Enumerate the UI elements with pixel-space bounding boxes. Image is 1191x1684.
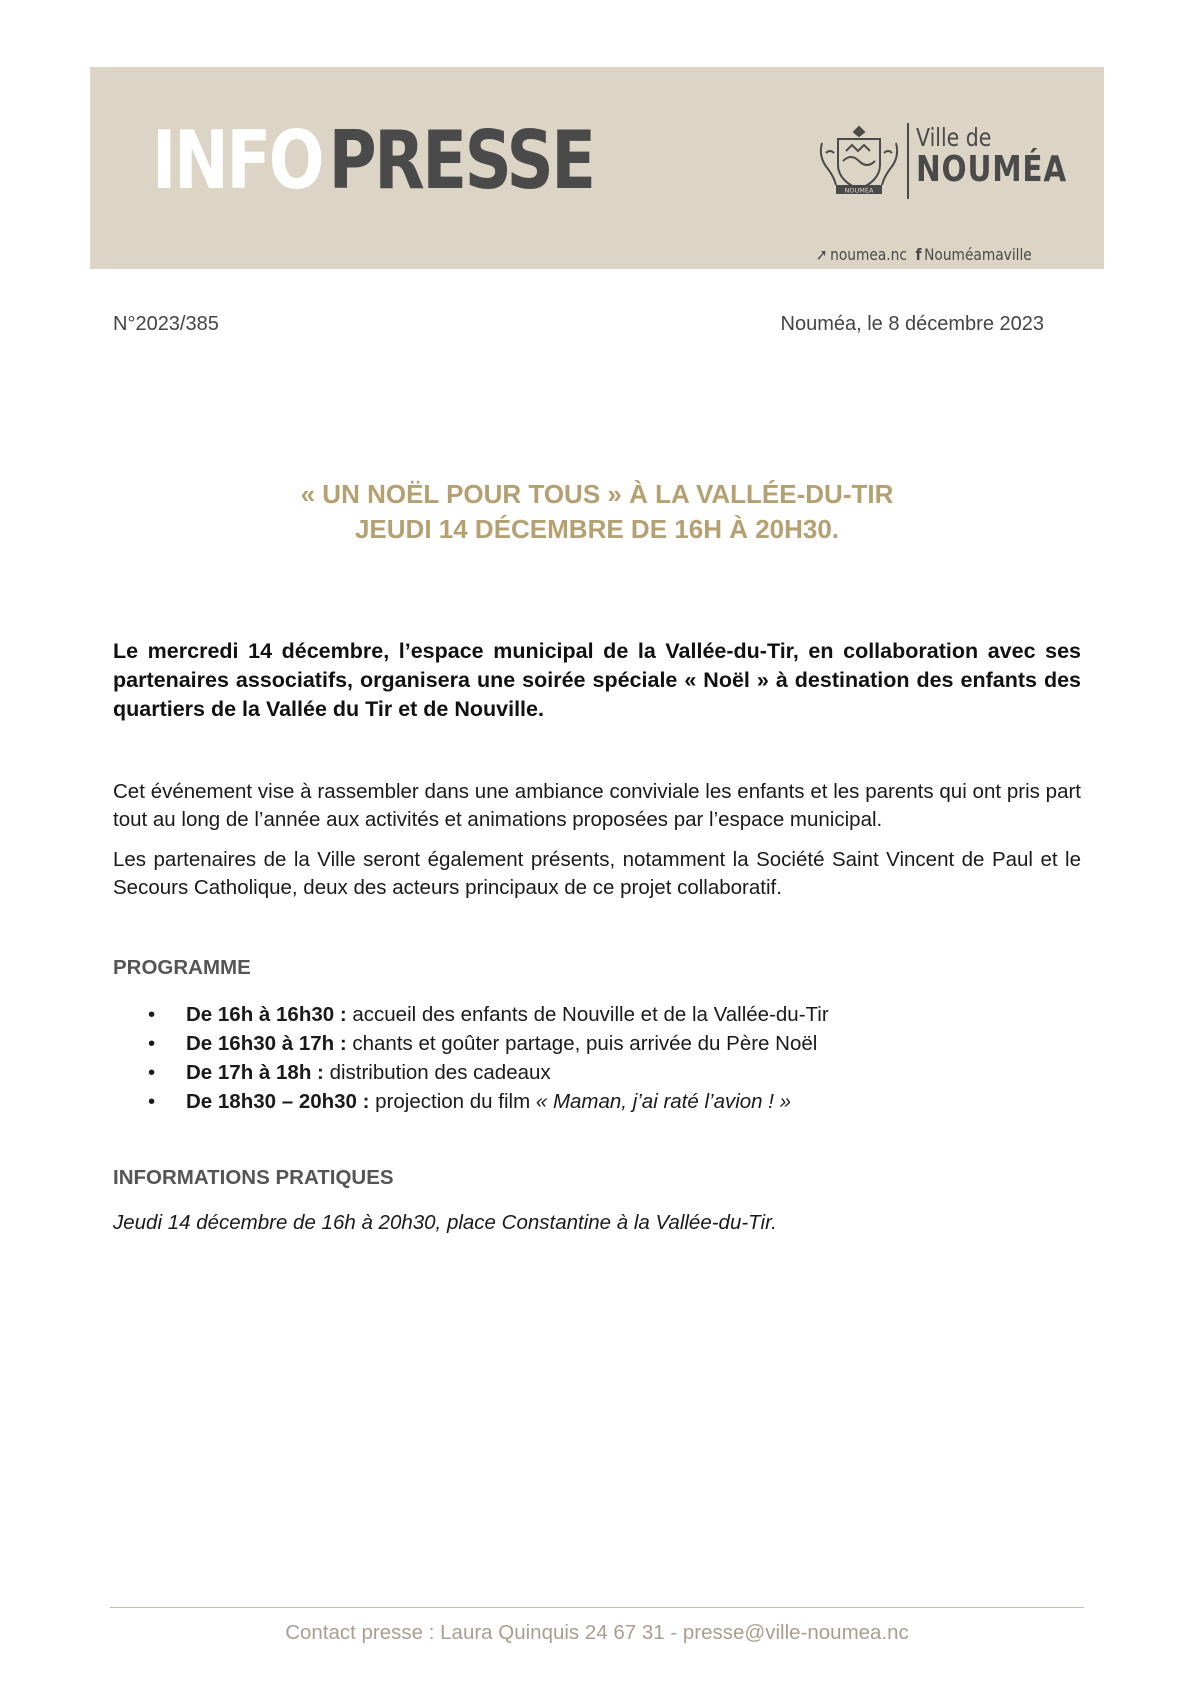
list-item <box>148 1058 829 1087</box>
programme-time: De 18h30 – 20h30 : <box>186 1090 370 1113</box>
facebook-icon: f <box>915 245 922 264</box>
crest-label: NOUMÉA <box>844 186 874 195</box>
brand-word-presse: PRESSE <box>328 114 594 207</box>
film-title: « Maman, j’ai raté l’avion ! » <box>535 1090 792 1113</box>
programme-time: De 16h à 16h30 : <box>186 1003 347 1026</box>
brand-title <box>152 114 594 207</box>
bullet-icon: • <box>148 1061 156 1084</box>
programme-time: De 17h à 18h : <box>186 1061 324 1084</box>
body-paragraph: Cet événement vise à rassembler dans une ambiance conviviale les enfants et les parents qui ont pris part tout au long de l’année aux activités et animations proposées par l’espace municipal. <box>113 780 1081 831</box>
bullet-icon: • <box>148 1003 156 1026</box>
programme-text: chants et goûter partage, puis arrivée du Père Noël <box>346 1032 818 1055</box>
cursor-arrow-icon: ➚ <box>816 245 828 264</box>
list-item <box>148 1087 829 1116</box>
practical-info: Jeudi 14 décembre de 16h à 20h30, place Constantine à la Vallée-du-Tir. <box>113 1211 777 1234</box>
lead-paragraph: Le mercredi 14 décembre, l’espace municipal de la Vallée-du-Tir, en collaboration avec ses partenaires associatifs, organisera une soirée spéciale « Noël » à destination des enfants des quartiers de la Vallée du Tir et de Nouville. <box>113 639 1081 721</box>
footer-contact: Contact presse : Laura Quinquis 24 67 31 - presse@ville-noumea.nc <box>285 1621 909 1644</box>
logo-links <box>816 245 1032 264</box>
logo-ville-de: Ville de <box>916 123 992 152</box>
brand-word-info: INFO <box>152 114 323 207</box>
programme-time: De 16h30 à 17h : <box>186 1032 347 1055</box>
programme-text: distribution des cadeaux <box>323 1061 551 1084</box>
city-crest-icon <box>816 123 902 197</box>
practical-heading: INFORMATIONS PRATIQUES <box>113 1166 394 1189</box>
logo-noumea: NOUMÉA <box>916 149 1068 190</box>
press-title-line1: « UN NOËL POUR TOUS » À LA VALLÉE-DU-TIR <box>300 479 894 509</box>
programme-text: projection du film <box>369 1090 536 1113</box>
list-item <box>148 1000 829 1029</box>
website-link[interactable]: noumea.nc <box>830 245 907 264</box>
body-paragraph: Les partenaires de la Ville seront également présents, notamment la Société Saint Vincent de Paul et le Secours Catholique, deux des acteurs principaux de ce projet collaboratif. <box>113 848 1081 899</box>
document-date: Nouméa, le 8 décembre 2023 <box>780 313 1044 335</box>
programme-text: accueil des enfants de Nouville et de la Vallée-du-Tir <box>346 1003 829 1026</box>
list-item <box>148 1029 829 1058</box>
bullet-icon: • <box>148 1090 156 1113</box>
header-banner <box>90 67 1104 269</box>
bullet-icon: • <box>148 1032 156 1055</box>
footer-divider <box>110 1607 1084 1608</box>
press-title-line2: JEUDI 14 DÉCEMBRE DE 16H À 20H30. <box>354 514 840 544</box>
programme-heading: PROGRAMME <box>113 956 251 979</box>
document-number: N°2023/385 <box>113 313 219 335</box>
city-logo <box>816 123 1068 264</box>
facebook-link[interactable]: Nouméamaville <box>924 245 1032 264</box>
programme-list <box>148 1000 829 1116</box>
logo-divider <box>906 123 910 199</box>
